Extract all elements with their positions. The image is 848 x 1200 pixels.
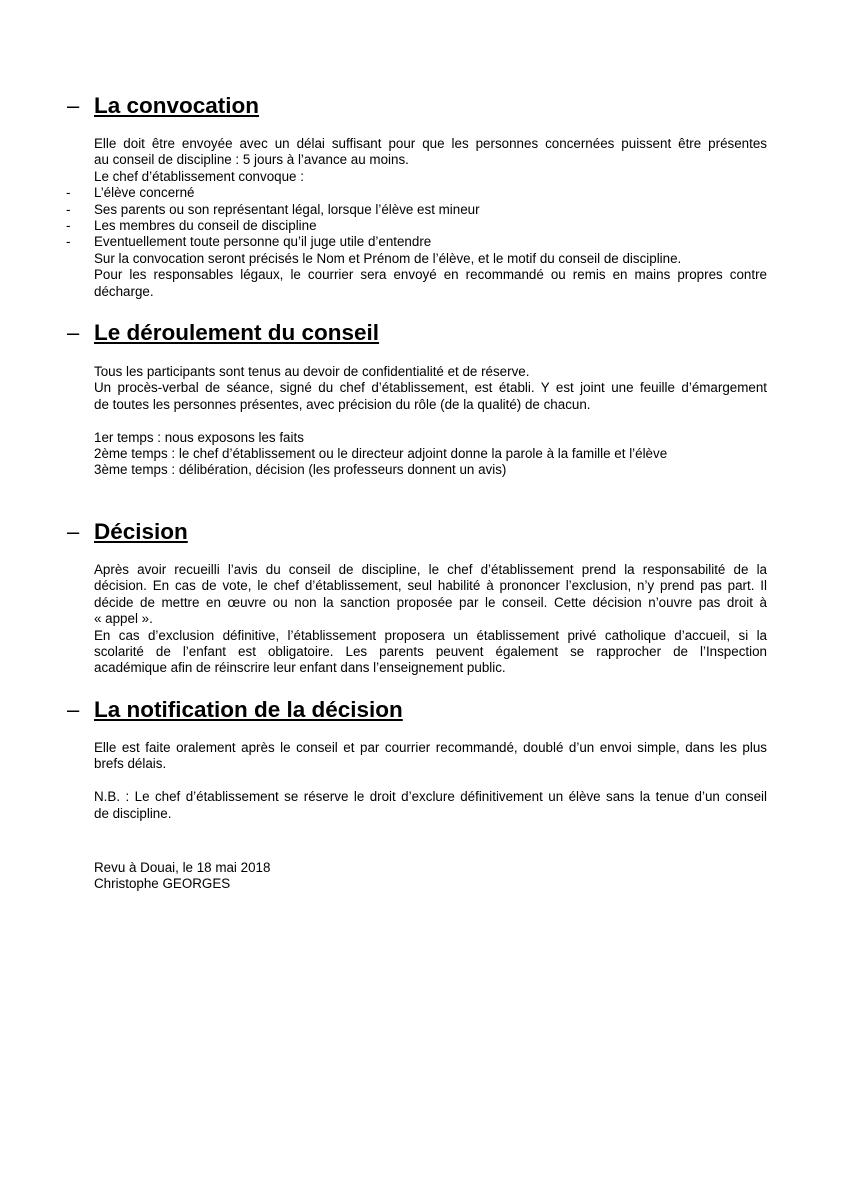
paragraph-line: décharge. [94,283,154,299]
paragraph-line: scolarité de l’enfant est obligatoire. Les parents peuvent également se rapprocher de l’Inspection [94,644,767,660]
paragraph-line: brefs délais. [94,756,167,772]
paragraph-line: au conseil de discipline : 5 jours à l’avance au moins. [94,152,409,168]
list-item-text: Ses parents ou son représentant légal, lorsque l’élève est mineur [94,201,480,217]
section-body [94,562,767,677]
section-body [94,364,767,479]
paragraph-line: académique afin de réinscrire leur enfant dans l’enseignement public. [94,660,506,676]
section-heading [0,92,848,122]
list-item [66,201,767,218]
section-heading [0,319,848,349]
heading-title: La convocation [94,93,260,118]
section-body [66,136,767,300]
paragraph-line: de toutes les personnes présentes, avec précision du rôle (de la qualité) de chacun. [94,396,591,412]
section-deroulement [0,319,848,478]
list-item [66,218,767,234]
heading-dash: – [67,320,80,345]
paragraph-line: Elle doit être envoyée avec un délai suffisant pour que les personnes concernées puissent être présentes [94,136,767,151]
paragraph-line: En cas d’exclusion définitive, l’établissement proposera un établissement privé catholique d’accueil, si la [94,627,767,643]
signature-block [94,860,270,893]
heading-title: La notification de la décision [94,697,403,722]
paragraph-line: Le chef d’établissement convoque : [94,168,304,184]
section-heading [0,518,848,548]
list-item [66,185,767,201]
signature-place-date: Revu à Douai, le 18 mai 2018 [94,860,271,875]
bullet-mark: - [66,218,71,234]
paragraph-line: Tous les participants sont tenus au devoir de confidentialité et de réserve. [94,364,530,379]
paragraph-line: décide de mettre en œuvre ou non la sanction proposée par le conseil. Cette décision n’ouvre pas droit à [94,594,767,610]
bullet-mark: - [66,201,71,217]
bullet-mark: - [66,185,71,201]
heading-title: Décision [94,519,188,544]
section-decision [0,518,848,676]
bullet-mark: - [66,234,71,250]
list-item-text: Les membres du conseil de discipline [94,218,317,234]
paragraph-line: Après avoir recueilli l’avis du conseil de discipline, le chef d’établissement prend la responsabilité de la [94,562,767,577]
section-notification [0,696,848,821]
paragraph-line: « appel ». [94,611,153,627]
paragraph-line: Pour les responsables légaux, le courrier sera envoyé en recommandé ou remis en mains propres contre [94,267,767,283]
heading-dash: – [67,93,80,118]
paragraph-line: Sur la convocation seront précisés le Nom et Prénom de l’élève, et le motif du conseil de discipline. [94,250,682,266]
paragraph-line: Elle est faite oralement après le conseil et par courrier recommandé, doublé d’un envoi simple, dans les plus [94,740,767,755]
heading-dash: – [67,519,80,544]
step-line: 1er temps : nous exposons les faits [94,429,304,445]
heading-dash: – [67,697,80,722]
step-line: 2ème temps : le chef d’établissement ou le directeur adjoint donne la parole à la famille et l’élève [94,446,668,462]
section-convocation [0,92,848,299]
list-item [66,234,767,250]
section-body [94,740,767,822]
section-heading [0,696,848,726]
note-line: N.B. : Le chef d’établissement se réserve le droit d’exclure définitivement un élève sans la tenue d’un conseil [94,789,767,805]
step-line: 3ème temps : délibération, décision (les professeurs donnent un avis) [94,462,507,478]
list-item-text: L’élève concerné [94,185,195,201]
note-line: de discipline. [94,805,172,821]
paragraph-line: Un procès-verbal de séance, signé du chef d’établissement, est établi. Y est joint une feuille d’émargement [94,380,767,396]
signature-name: Christophe GEORGES [94,876,231,892]
heading-title: Le déroulement du conseil [94,320,380,345]
list-item-text: Eventuellement toute personne qu’il juge utile d’entendre [94,234,432,250]
paragraph-line: décision. En cas de vote, le chef d’établissement, seul habilité à prononcer l’exclusion, n’y prend pas part. Il [94,578,767,594]
